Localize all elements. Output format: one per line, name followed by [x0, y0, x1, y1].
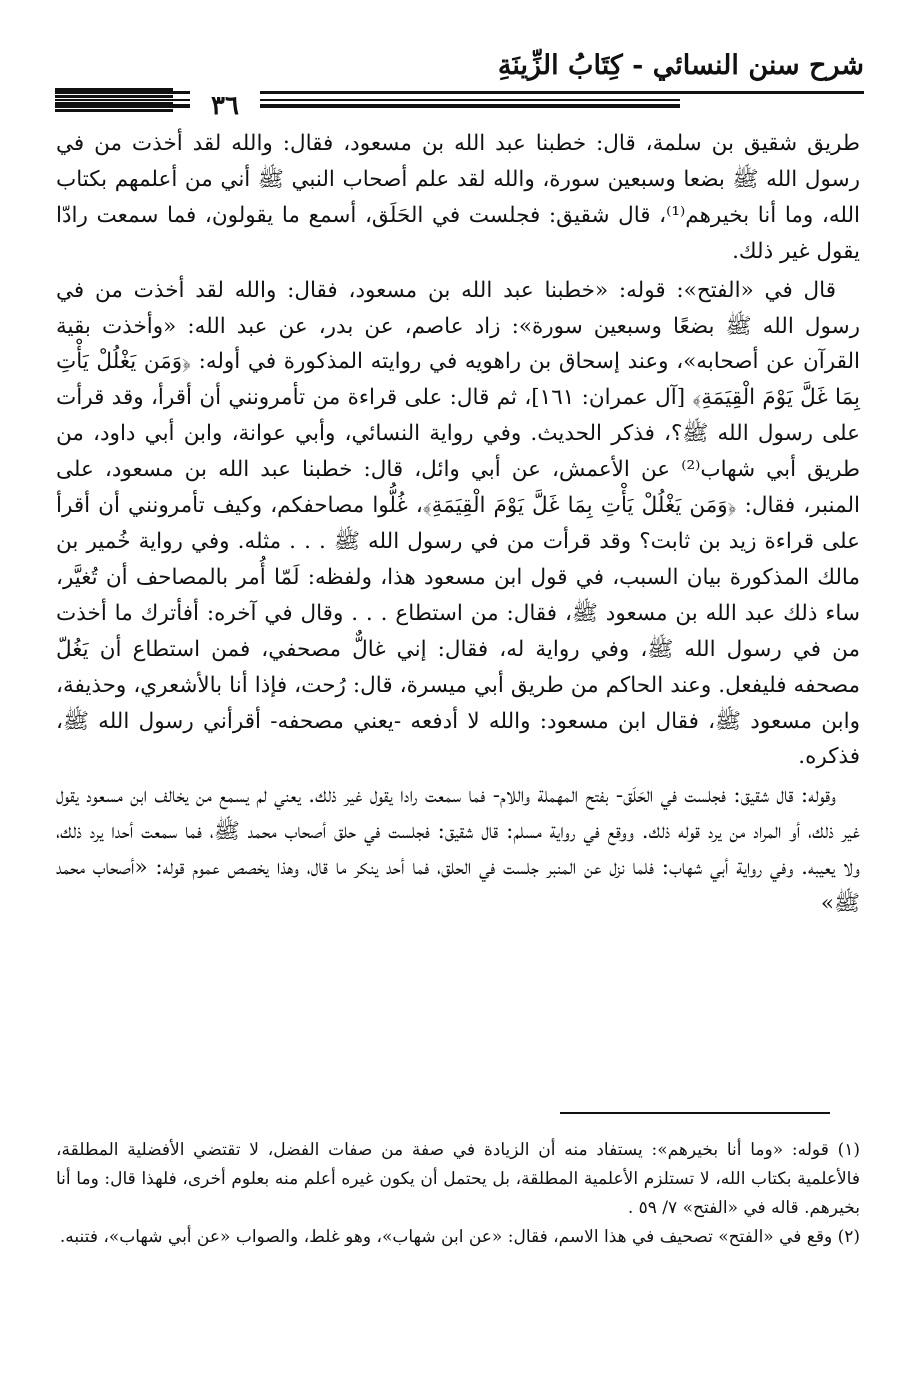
page-number: ٣٦ [190, 86, 260, 126]
running-header-title: شرح سنن النسائي - كِتَابُ الزِّينَةِ [497, 50, 864, 81]
footnote-2: (٢) وقع في «الفتح» تصحيف في هذا الاسم، فقال: «عن ابن شهاب»، وهو غلط، والصواب «عن أبي شهاب»، فتنبه. [59, 1227, 860, 1247]
header-rule-top [55, 91, 864, 94]
paragraph: وقوله: قال شقيق: فجلست في الحَلَق- بفتح المهملة واللام- فما سمعت رادا يقول غير ذلك. يعني لم يسمع من يخالف ابن مسعود يقول غير ذلك، أو المراد من يرد قوله ذلك. ووقع في رواية مسلم: قال شقيق: فجلست في حلق أصحاب محمد ﷺ، فما سمعت أحدا يرد ذلك، ولا يعيبه. وفي رواية أبي شهاب: فلما نزل عن المنبر جلست في الحلق، فما أحد ينكر ما قال، وهذا يخصص عموم قوله: «أصحاب محمد ﷺ» [56, 783, 860, 917]
footnotes [56, 1136, 860, 1252]
paragraph: طريق شقيق بن سلمة، قال: خطبنا عبد الله بن مسعود، فقال: والله لقد أخذت من في رسول الله ﷺ بضعا وسبعين سورة، والله لقد علم أصحاب النبي ﷺ أني من أعلمهم بكتاب الله، وما أنا بخيرهم⁽¹⁾، قال شقيق: فجلست في الحَلَق، أسمع ما يقولون، فما سمعت رادّا يقول غير ذلك. [56, 131, 860, 264]
footnote-separator [560, 1112, 830, 1114]
main-text [56, 126, 860, 922]
paragraph: قال في «الفتح»: قوله: «خطبنا عبد الله بن مسعود، فقال: والله لقد أخذت من في رسول الله ﷺ بضعًا وسبعين سورة»: زاد عاصم، عن بدر، عن عبد الله: «وأخذت بقية القرآن عن أصحابه»، وعند إسحاق بن راهويه في روايته المذكورة في أوله: ﴿وَمَن يَغْلُلْ يَأْتِ بِمَا غَلَّ يَوْمَ الْقِيَمَةِ﴾ [آل عمران: ١٦١]، ثم قال: على قراءة من تأمرونني أن أقرأ، وقد قرأت على رسول الله ﷺ؟، فذكر الحديث. وفي رواية النسائي، وأبي عوانة، وابن أبي داود، من طريق أبي شهاب⁽²⁾ عن الأعمش، عن أبي وائل، قال: خطبنا عبد الله بن مسعود، على المنبر، فقال: ﴿وَمَن يَغْلُلْ يَأْتِ بِمَا غَلَّ يَوْمَ الْقِيَمَةِ﴾، غُلُّوا مصاحفكم، وكيف تأمرونني أن أقرأ على قراءة زيد بن ثابت؟ وقد قرأت من في رسول الله ﷺ . . . مثله. وفي رواية خُمير بن مالك المذكورة بيان السبب، في قول ابن مسعود هذا، ولفظه: لَمّا أُمر بالمصاحف أن تُغيَّر، ساء ذلك عبد الله بن مسعود ﷺ، فقال: من استطاع . . . وقال في آخره: أفأترك ما أخذت من في رسول الله ﷺ، وفي رواية له، فقال: إني غالٌّ مصحفي، فمن استطاع أن يَغُلّ مصحفه فليفعل. وعند الحاكم من طريق أبي ميسرة، قال: رُحت، فإذا أنا بالأشعري، وحذيفة، وابن مسعود ﷺ، فقال ابن مسعود: والله لا أدفعه -يعني مصحفه- أقرأني رسول الله ﷺ، فذكره. [56, 277, 860, 770]
footnote-1: (١) قوله: «وما أنا بخيرهم»: يستفاد منه أن الزيادة في صفة من صفات الفضل، لا تقتضي الأفضلية المطلقة، فالأعلمية بكتاب الله، لا تستلزم الأعلمية المطلقة، بل يحتمل أن يكون غيره أعلم منه بعلوم أخرى، فلهذا قال: وما أنا بخيرهم. قاله في «الفتح» ٧/ ٥٩ . [56, 1140, 860, 1218]
header-ornament-lines [55, 88, 173, 114]
